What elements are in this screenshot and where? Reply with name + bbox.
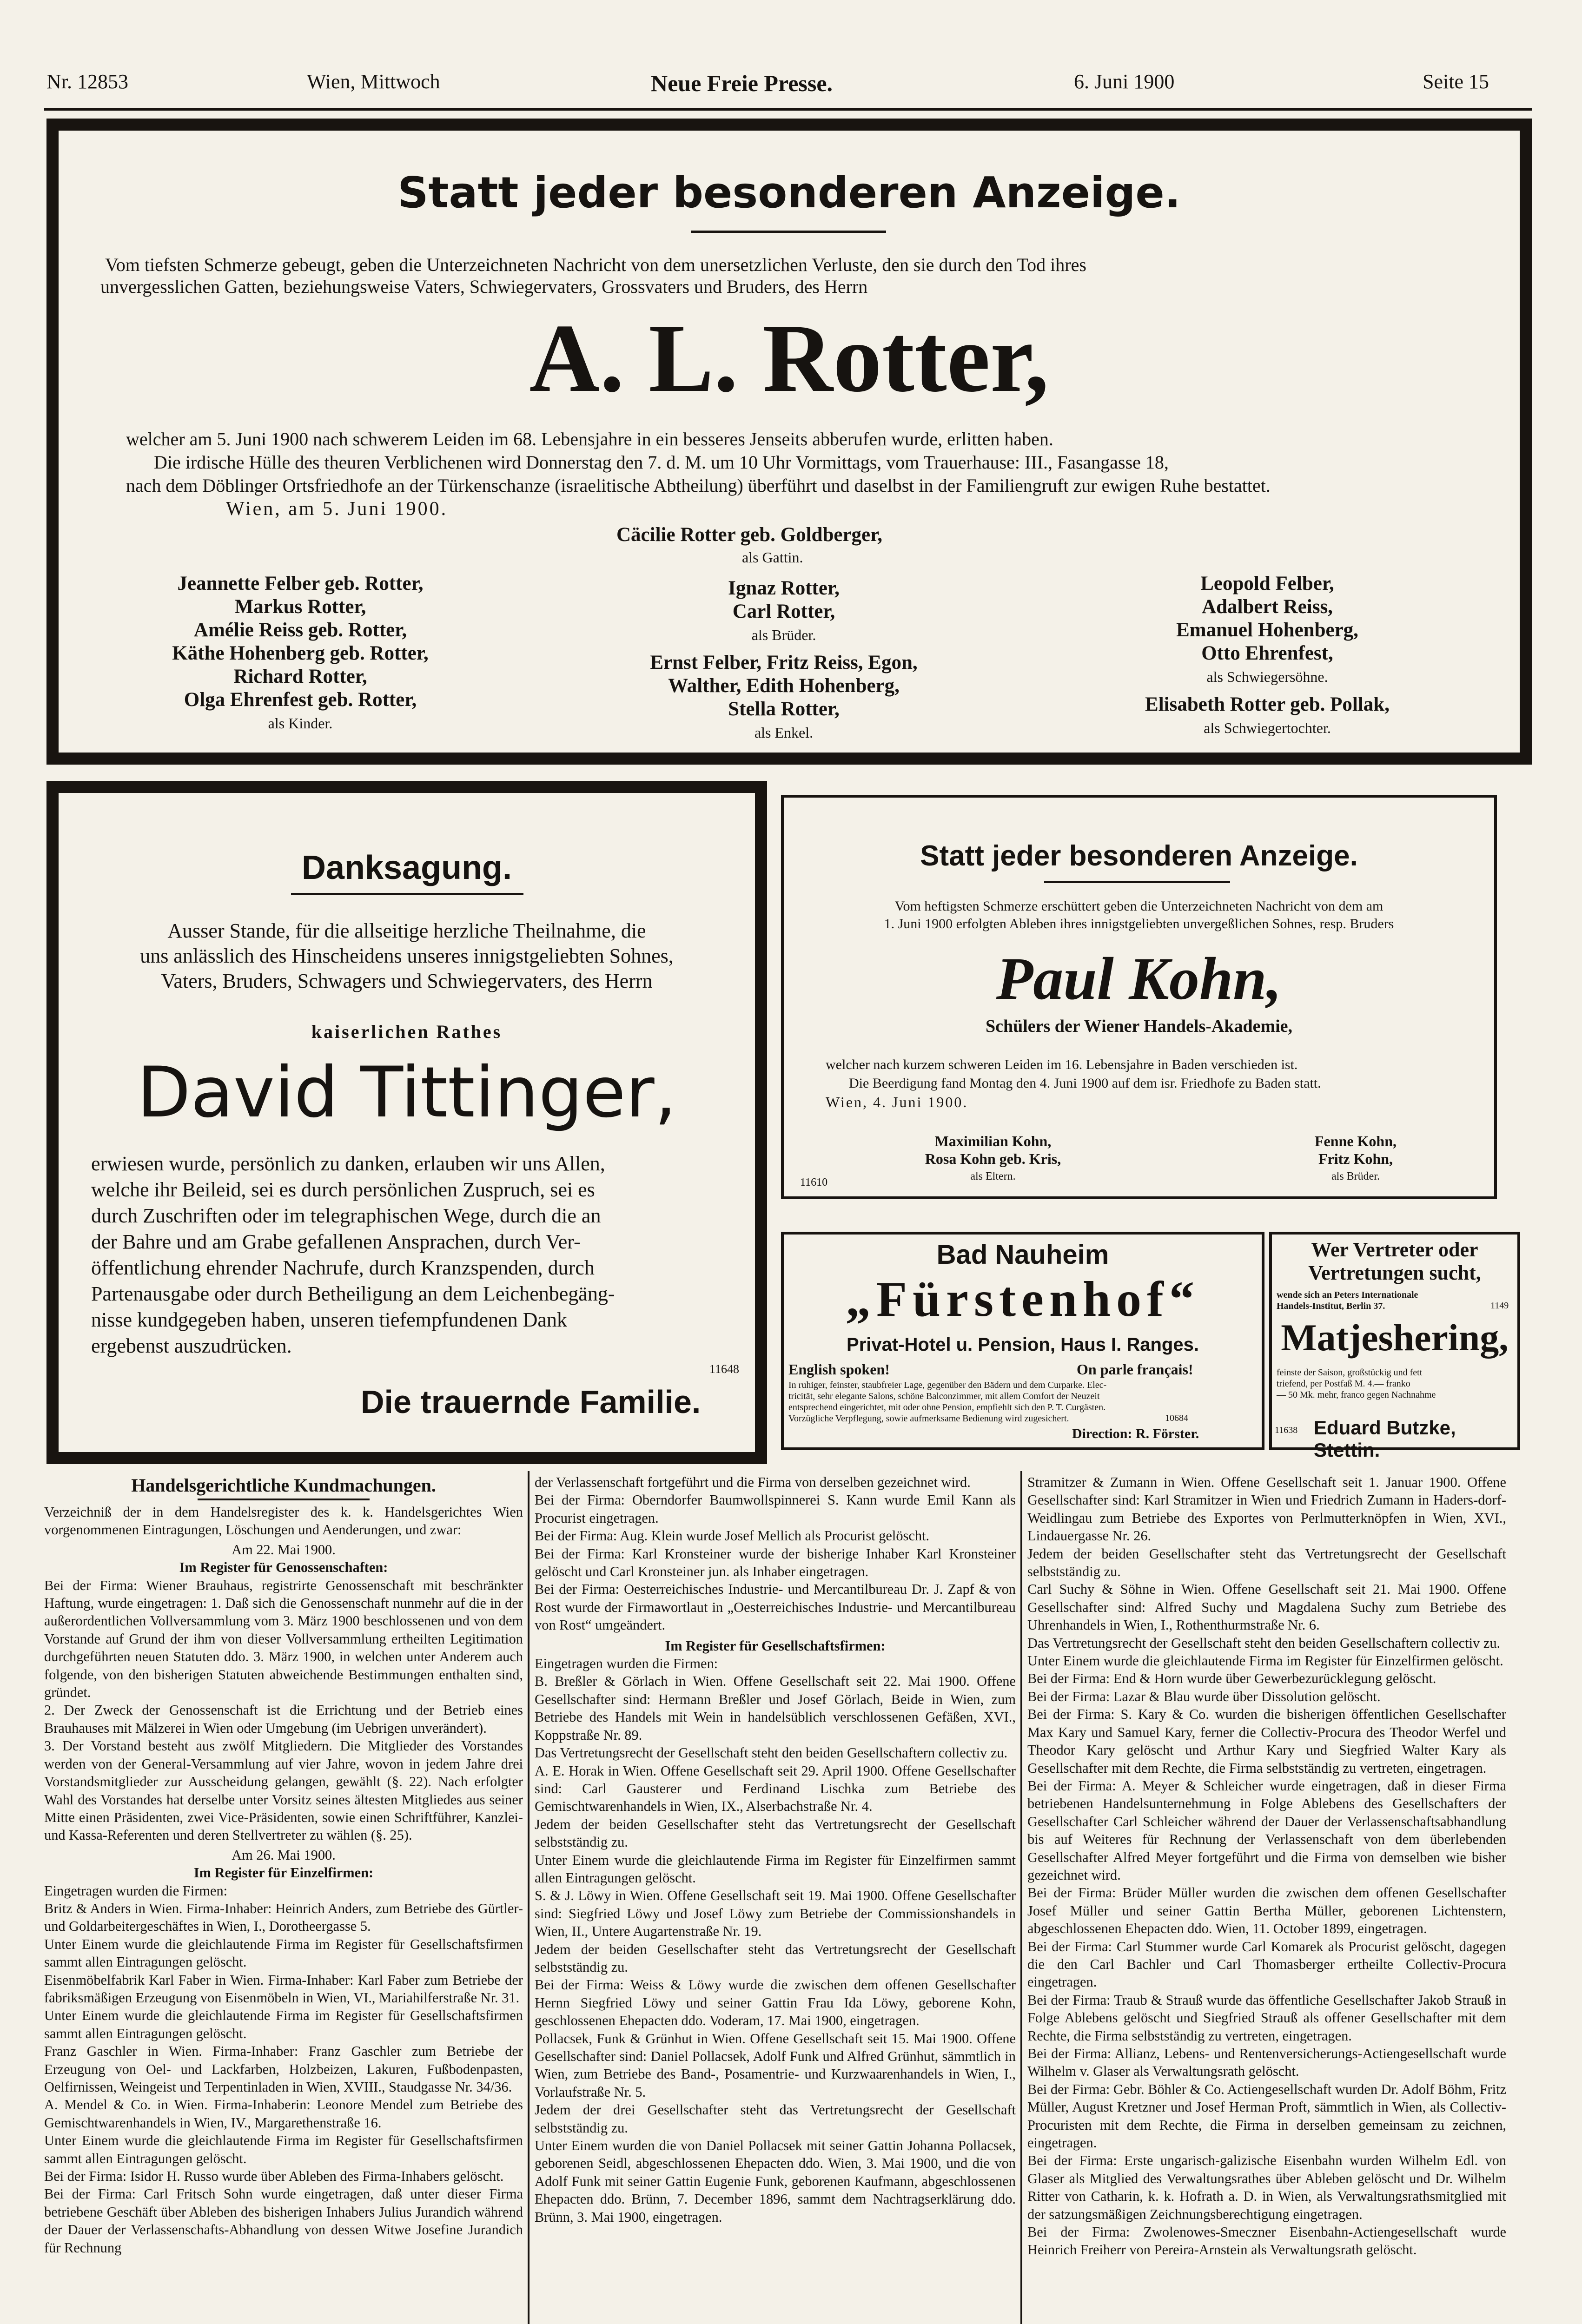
tittinger-para1 — [68, 918, 746, 994]
column-2-section: Im Register für Gesellschaftsfirmen: — [665, 1637, 886, 1654]
kohn-obituary — [781, 795, 1497, 1199]
column-3-paragraph: Das Vertretungsrecht der Gesellschaft steht den beiden Gesellschaftern collectiv zu. — [1027, 1635, 1501, 1651]
kohn-intro — [793, 898, 1485, 933]
kohn-line: welcher nach kurzem schweren Leiden im 16. Lebensjahre in Baden verschieden ist. — [826, 1057, 1298, 1072]
column-1-paragraph: Eingetragen wurden die Firmen: — [44, 1882, 228, 1899]
column-1 — [44, 1473, 523, 2257]
column-1-section: Im Register für Einzelfirmen: — [193, 1865, 374, 1881]
column-2-paragraph: Unter Einem wurde die gleichlautende Firma im Register für Einzelfirmen sammt allen Eintragungen gelöscht. — [535, 1852, 1016, 1886]
column-divider — [528, 1471, 530, 2324]
tittinger-line: Partenausgabe oder durch Betheiligung an dem Leichenbegäng- — [91, 1282, 615, 1305]
rotter-child: Käthe Hohenberg geb. Rotter, — [172, 642, 429, 664]
rotter-text-line2: Die irdische Hülle des theuren Verblichenen wird Donnerstag den 7. d. M. um 10 Uhr Vormittags, vom Trauerhause: III., Fasangasse 18, — [154, 452, 1169, 473]
kohn-name: Paul Kohn, — [996, 945, 1282, 1012]
fuerstenhof-french: On parle français! — [1077, 1361, 1193, 1378]
column-2-paragraph: Eingetragen wurden die Firmen: — [535, 1656, 718, 1672]
column-3-paragraph: Bei der Firma: S. Kary & Co. wurden die bisherigen öffentlichen Gesellschafter Max Kary und Samuel Kary, ferner die Collectiv-Procura des Theodor Werfel und Theodor Kary gelöscht und Arthur Kary und Siegfried Walter Kary als Gesellschafter mit dem Rechte, die Firma selbstständig zu vertreten, eingetragen. — [1027, 1706, 1506, 1776]
fuerstenhof-number: 10684 — [1165, 1413, 1188, 1423]
butzke-product: Matjeshering, — [1281, 1316, 1509, 1359]
tittinger-line: Ausser Stande, für die allseitige herzliche Theilnahme, die — [167, 919, 646, 942]
fuerstenhof-english: English spoken! — [788, 1361, 890, 1378]
column-1-paragraph: Unter Einem wurde die gleichlautende Firma im Register für Gesellschaftsfirmen sammt allen Eintragungen gelöscht. — [44, 2007, 523, 2041]
fuerstenhof-line: Vorzügliche Verpflegung, sowie aufmerksame Bedienung wird zugesichert. — [788, 1413, 1069, 1424]
rotter-child: Markus Rotter, — [234, 596, 366, 618]
column-1-paragraph: 2. Der Zweck der Genossenschaft ist die Errichtung und der Betrieb eines Brauhauses mit Mälzerei in Wien oder Umgebung (im Uebrigen unverändert). — [44, 1702, 523, 1736]
rotter-child: Jeannette Felber geb. Rotter, — [177, 573, 424, 594]
butzke-ad-num: 1149 — [1490, 1301, 1509, 1311]
column-3-paragraph: Bei der Firma: Zwolenowes-Smeczner Eisenbahn-Actiengesellschaft wurde Heinrich Freiherr von Pereira-Arnstein als Verwaltungsrath gelöscht. — [1027, 2224, 1506, 2258]
rotter-grandchild: Walther, Edith Hohenberg, — [668, 675, 900, 697]
column-2-paragraph: Bei der Firma: Oberndorfer Baumwollspinnerei S. Kann wurde Emil Kann als Procurist eingetragen. — [535, 1492, 1016, 1526]
column-2-paragraph: A. E. Horak in Wien. Offene Gesellschaft seit 29. April 1900. Offene Gesellschafter sind: Carl Gausterer und Ferdinand Lischka zum Betriebe des Gemischtwarenhandels in Wien, IX., Alserbachstraße Nr. 4. — [535, 1763, 1016, 1815]
column-3-paragraph: Bei der Firma: A. Meyer & Schleicher wurde eingetragen, daß in dieser Firma betriebenen Handelsunternehmung in Folge Ablebens des Gesellschafters der Gesellschafter Carl Schleicher während der Dauer der Verlassenschaftsabhandlung bis auf Weiteres für Rechnung der Verlassenschaft von dem überlebenden Gesellschafter Alfred Meyer fortgeführt und die Firma von demselben wie bisher gezeichnet wird. — [1027, 1777, 1506, 1883]
rotter-grandchild: Ernst Felber, Fritz Reiss, Egon, — [650, 652, 918, 673]
fuerstenhof-town: Bad Nauheim — [936, 1240, 1109, 1270]
tittinger-line: nisse kundgegeben haben, unseren tiefempfundenen Dank — [91, 1308, 567, 1331]
rotter-intro-line2: unvergesslichen Gatten, beziehungsweise Vaters, Schwiegervaters, Grossvaters und Bruders, des Herrn — [100, 276, 868, 297]
column-2-paragraph: der Verlassenschaft fortgeführt und die Firma von derselben gezeichnet wird. — [535, 1474, 971, 1490]
butzke-signature: Eduard Butzke, Stettin. — [1314, 1417, 1456, 1461]
tittinger-line: erwiesen wurde, persönlich zu danken, erlauben wir uns Allen, — [91, 1152, 605, 1175]
butzke-line: feinste der Saison, großstückig und fett — [1277, 1367, 1423, 1378]
column-3-paragraph: Jedem der beiden Gesellschafter steht das Vertretungsrecht der Gesellschaft selbstständig zu. — [1027, 1545, 1506, 1580]
fuerstenhof-line: In ruhiger, feinster, staubfreier Lage, gegenüber den Bädern und dem Curparke. Elec- — [788, 1380, 1107, 1390]
butzke-line: Wer Vertreter oder — [1311, 1238, 1478, 1261]
rotter-son-in-law: Otto Ehrenfest, — [1201, 642, 1333, 664]
butzke-line: Handels-Institut, Berlin 37. — [1277, 1301, 1385, 1311]
tittinger-line: der Bahre und am Grabe gefallenen Ansprachen, durch Ver- — [91, 1230, 581, 1253]
column-1-paragraph: Bei der Firma: Carl Fritsch Sohn wurde eingetragen, daß unter dieser Firma betriebene Geschäft über Ableben des bisherigen Inhabers Julius Jurandich während der Dauer der Verlassenschafts-Abhandlung von dessen Witwe Josefine Jurandich für Rechnung — [44, 2186, 523, 2256]
tittinger-title: kaiserlichen Rathes — [311, 1021, 503, 1042]
rotter-son-in-law: Leopold Felber, — [1200, 573, 1334, 594]
rotter-child: Richard Rotter, — [233, 666, 367, 687]
kohn-parents-role: als Eltern. — [970, 1170, 1016, 1182]
kohn-line: Die Beerdigung fand Montag den 4. Juni 1900 auf dem isr. Friedhofe zu Baden statt. — [849, 1076, 1321, 1091]
column-3-paragraph: Unter Einem wurde die gleichlautende Firma im Register für Einzelfirmen gelöscht. — [1027, 1653, 1503, 1669]
kohn-brother: Fenne Kohn, — [1314, 1133, 1397, 1149]
kohn-brother: Fritz Kohn, — [1318, 1150, 1393, 1167]
column-1-paragraph: A. Mendel & Co. in Wien. Firma-Inhaberin: Leonore Mendel zum Betriebe des Gemischtwarenhandels in Wien, IV., Margarethenstraße 16. — [44, 2097, 523, 2131]
rotter-widow: Cäcilie Rotter geb. Goldberger, — [616, 524, 883, 546]
kohn-ad-number: 11610 — [800, 1176, 828, 1188]
column-1-paragraph: Franz Gaschler in Wien. Firma-Inhaber: Franz Gaschler zum Betriebe der Erzeugung von Oel- und Lackfarben, Holzbeizen, Lakuren, Fußbodenpasten, Oelfirnissen, Weingeist und Terpentinladen in Wien, XVIII., Staudgasse Nr. 34/36. — [44, 2043, 523, 2095]
rotter-son-in-law: Adalbert Reiss, — [1202, 596, 1333, 618]
fuerstenhof-body — [788, 1380, 1106, 1424]
masthead-place-day: Wien, Mittwoch — [307, 70, 440, 93]
rotter-heading: Statt jeder besonderen Anzeige. — [397, 168, 1181, 218]
column-3-paragraph: Carl Suchy & Söhne in Wien. Offene Gesellschaft seit 21. Mai 1900. Offene Gesellschafter sind: Alfred Suchy und Magdalena Suchy zum Betriebe des Uhrenhandels in Wien, I., Rothenthurmstraße Nr. 6. — [1027, 1581, 1506, 1633]
kohn-line: 1. Juni 1900 erfolgten Ableben ihres innigstgeliebten unvergeßlichen Sohnes, resp. Bruders — [884, 916, 1394, 931]
fuerstenhof-line: entsprechend eingerichtet, mit oder ohne Pension, empfiehlt sich den P. T. Curgästen. — [788, 1402, 1106, 1413]
rotter-daughter-in-law-role: als Schwiegertochter. — [1204, 720, 1331, 736]
tittinger-line: ergebenst auszudrücken. — [91, 1334, 292, 1357]
tittinger-para2 — [91, 1151, 723, 1359]
column-1-intro: Verzeichniß der in dem Handelsregister des k. k. Handelsgerichtes Wien vorgenommenen Eintragungen, Löschungen und Aenderungen, und zwar: — [44, 1504, 523, 1538]
rotter-name: A. L. Rotter, — [529, 304, 1049, 412]
tittinger-heading-rule — [291, 893, 523, 895]
column-3-paragraph: Bei der Firma: Erste ungarisch-galizische Eisenbahn wurden Wilhelm Edl. von Glaser als Mitglied des Verwaltungsrathes über Ableben gelöscht und Dr. Wilhelm Ritter von Catharin, k. k. Hofrath a. D. in Wien, als Verwaltungsrathsmitglied mit der satzungsmäßigen Zeichnungsberechtigung eingetragen. — [1027, 2152, 1506, 2222]
tittinger-heading: Danksagung. — [301, 849, 512, 886]
butzke-headline — [1272, 1238, 1517, 1285]
tittinger-signature: Die trauernde Familie. — [361, 1384, 701, 1420]
rotter-child: Amélie Reiss geb. Rotter, — [193, 619, 407, 641]
masthead-rule — [44, 108, 1532, 111]
kohn-brothers — [1249, 1132, 1463, 1185]
column-2 — [535, 1473, 1016, 2226]
column-1-paragraph: Unter Einem wurde die gleichlautende Firma im Register für Gesellschaftsfirmen sammt allen Eintragungen gelöscht. — [44, 2133, 523, 2166]
column-3 — [1027, 1473, 1506, 2259]
kohn-dateline: Wien, 4. Juni 1900. — [826, 1094, 968, 1110]
tittinger-line: Vaters, Bruders, Schwagers und Schwiegervaters, des Herrn — [161, 970, 653, 992]
kohn-parent: Rosa Kohn geb. Kris, — [925, 1150, 1061, 1167]
butzke-line: triefend, per Postfaß M. 4.— franko — [1277, 1379, 1410, 1389]
rotter-brothers — [598, 577, 970, 744]
kohn-text — [826, 1056, 1321, 1111]
column-2-paragraph: Jedem der drei Gesellschafter steht das Vertretungsrecht der Gesellschaft selbstständig zu. — [535, 2102, 1016, 2136]
tittinger-line: welche ihr Beileid, sei es durch persönlichen Zuspruch, sei es — [91, 1178, 595, 1201]
butzke-ad — [1269, 1232, 1520, 1461]
tittinger-thanks — [46, 781, 767, 1464]
column-1-title: Handelsgerichtliche Kundmachungen. — [131, 1475, 436, 1496]
column-3-paragraph: Bei der Firma: Traub & Strauß wurde das öffentliche Gesellschafter Jakob Strauß in Folge Ablebens gelöscht und Siegfried Strauß als offener Gesellschafter mit dem Rechte, die Firma selbstständig zu vertreten, eingetragen. — [1027, 1992, 1506, 2044]
column-1-date: Am 22. Mai 1900. — [232, 1541, 336, 1558]
column-1-title-rule — [198, 1499, 370, 1500]
rotter-children-role: als Kinder. — [268, 715, 333, 732]
column-1-paragraph: 3. Der Vorstand besteht aus zwölf Mitgliedern. Die Mitglieder des Vorstandes werden von der General-Versammlung auf vier Jahre, wovon in jedem Jahre drei Vorstandsmitglieder zur Ausscheidung gelangen, gewählt (§. 22). Nach erfolgter Wahl des Vorstandes hat derselbe unter Vorsitz seines ältesten Mitgliedes aus seiner Mitte einen Präsidenten, zwei Vice-Präsidenten, sowie einen Schriftführer, Kanzlei- und Kassa-Referenten und deren Stellvertreter zu wählen (§. 25). — [44, 1738, 523, 1843]
column-3-paragraph: Bei der Firma: Carl Stummer wurde Carl Komarek als Procurist gelöscht, dagegen die den Carl Bachler und Carl Thomasberger ertheilte Collectiv-Procura eingetragen. — [1027, 1938, 1506, 1990]
butzke-line: Vertretungen sucht, — [1308, 1261, 1481, 1284]
column-2-paragraph: Unter Einem wurden die von Daniel Pollacsek mit seiner Gattin Johanna Pollacsek, geborenen Seidl, abgeschlossenen Ehepacten ddo. Wien, 3. Mai 1900, und die von Adolf Funk mit seiner Gattin Eugenie Funk, geborenen Kaufmann, abgeschlossenen Ehepacten ddo. Brünn, 7. December 1896, sammt dem Nachtragserklärung ddo. Brünn, 3. Mai 1900, eingetragen. — [535, 2138, 1016, 2225]
column-2-paragraph: Pollacsek, Funk & Grünhut in Wien. Offene Gesellschaft seit 15. Mai 1900. Offene Gesellschafter sind: Daniel Pollacsek, Adolf Funk und Alfred Grünhut, sämmtlich in Wien, zum Betriebe des Band-, Posamentrie- und Kurzwaarenhandels in Wien, I., Vorlaufstraße Nr. 5. — [535, 2030, 1016, 2100]
column-2-paragraph: Bei der Firma: Aug. Klein wurde Josef Mellich als Procurist gelöscht. — [535, 1528, 930, 1544]
tittinger-line: öffentlichung ehrender Nachrufe, durch Kranzspenden, durch — [91, 1256, 595, 1279]
tittinger-name: David Tittinger, — [137, 1052, 677, 1133]
tittinger-line: uns anlässlich des Hinscheidens unseres innigstgeliebten Sohnes, — [140, 944, 674, 967]
masthead-date: 6. Juni 1900 — [1074, 70, 1175, 93]
kohn-brothers-role: als Brüder. — [1331, 1170, 1380, 1182]
rotter-child: Olga Ehrenfest geb. Rotter, — [184, 689, 417, 711]
issue-number: Nr. 12853 — [46, 70, 128, 93]
column-2-paragraph: Jedem der beiden Gesellschafter steht das Vertretungsrecht der Gesellschaft selbstständig zu. — [535, 1941, 1016, 1975]
tittinger-line: durch Zuschriften oder im telegraphischen Wege, durch die an — [91, 1204, 601, 1227]
fuerstenhof-name: „Fürstenhof“ — [846, 1272, 1200, 1327]
fuerstenhof-director: Direction: R. Förster. — [1072, 1426, 1199, 1441]
rotter-widow-role: als Gattin. — [742, 549, 803, 566]
column-3-paragraph: Stramitzer & Zumann in Wien. Offene Gesellschaft seit 1. Januar 1900. Offene Gesellschafter sind: Karl Stramitzer in Wien und Friedrich Zumann in Haders-dorf-Weidlingau zum Betriebe des Exportes von Perlmutterknöpfen in Wien, XVI., Lindauergasse Nr. 26. — [1027, 1474, 1506, 1544]
column-2-paragraph: Bei der Firma: Weiss & Löwy wurde die zwischen dem offenen Gesellschafter Hernn Siegfried Löwy und seiner Gattin Frau Ida Löwy, geborene Kohn, geschlossenen Ehepacten ddo. Voderam, 17. Mai 1900, eingetragen. — [535, 1977, 1016, 2029]
column-2-paragraph: Das Vertretungsrecht der Gesellschaft steht den beiden Gesellschaftern collectiv zu. — [535, 1745, 1008, 1761]
rotter-brother: Carl Rotter, — [732, 601, 835, 622]
butzke-line: wende sich an Peters Internationale — [1277, 1290, 1418, 1300]
tittinger-ad-number: 11648 — [709, 1362, 740, 1376]
kohn-line: Vom heftigsten Schmerze erschüttert geben die Unterzeichneten Nachricht von dem am — [894, 898, 1383, 914]
column-3-paragraph: Bei der Firma: Gebr. Böhler & Co. Actiengesellschaft wurden Dr. Adolf Böhm, Fritz Müller, August Kretzner und Josef Herman Proft, sämmtlich in Wien, als Collectiv-Procuristen mit dem Rechte, die Firma in derselben gemeinsam zu zeichnen, eingetragen. — [1027, 2081, 1506, 2151]
column-2-paragraph: Jedem der beiden Gesellschafter steht das Vertretungsrecht der Gesellschaft selbstständig zu. — [535, 1816, 1016, 1850]
butzke-text — [1277, 1367, 1436, 1400]
fuerstenhof-subtitle: Privat-Hotel u. Pension, Haus I. Ranges. — [847, 1334, 1199, 1355]
kohn-heading-rule — [1044, 881, 1230, 883]
column-1-paragraph: Bei der Firma: Isidor H. Russo wurde über Ableben des Firma-Inhabers gelöscht. — [44, 2168, 504, 2185]
page-number: Seite 15 — [1423, 70, 1489, 93]
column-1-section: Im Register für Genossenschaften: — [179, 1559, 388, 1576]
rotter-son-in-law: Emanuel Hohenberg, — [1176, 619, 1358, 641]
rotter-grandchildren-role: als Enkel. — [754, 724, 814, 741]
column-divider — [1020, 1471, 1022, 2324]
column-2-paragraph: Bei der Firma: Karl Kronsteiner wurde der bisherige Inhaber Karl Kronsteiner gelöscht und Carl Kronsteiner jun. als Inhaber eingetragen. — [535, 1545, 1016, 1580]
column-2-paragraph: Bei der Firma: Oesterreichisches Industrie- und Mercantilbureau Dr. J. Zapf & von Rost wurde der Firmawortlaut in „Oesterreichisches Industrie- und Mercantilbureau von Rost“ umgeändert. — [535, 1581, 1016, 1633]
kohn-parent: Maximilian Kohn, — [934, 1133, 1052, 1149]
column-3-paragraph: Bei der Firma: End & Horn wurde über Gewerbezurücklegung gelöscht. — [1027, 1670, 1436, 1687]
column-2-paragraph: S. & J. Löwy in Wien. Offene Gesellschaft seit 19. Mai 1900. Offene Gesellschafter sind: Siegfried Löwy und Josef Löwy zum Betriebe der Commissionshandels in Wien, II., Untere Augartenstraße Nr. 19. — [535, 1888, 1016, 1940]
rotter-intro-line1: Vom tiefsten Schmerze gebeugt, geben die Unterzeichneten Nachricht von dem unersetzlichen Verluste, den sie durch den Tod ihres — [105, 254, 1086, 275]
rotter-text-line1: welcher am 5. Juni 1900 nach schwerem Leiden im 68. Lebensjahre in ein besseres Jenseits abberufen wurde, erlitten haben. — [126, 429, 1053, 449]
rotter-children — [124, 572, 477, 735]
butzke-line: — 50 Mk. mehr, franco gegen Nachnahme — [1277, 1390, 1436, 1400]
column-1-paragraph: Bei der Firma: Wiener Brauhaus, registrirte Genossenschaft mit beschränkter Haftung, wurde eingetragen: 1. Daß sich die Genossenschaft nunmehr auf die in der außerordentlichen Vollversammlung vom 3. März 1900 beschlossenen und von dem Vorstande auf Grund der ihm von dieser Vollversammlung ertheilten Legitimation durchgeführten neuen Statuten ddo. 3. März 1900, in welchen unter Anderem auch folgende, von den bisherigen Statuten abweichende Bestimmungen enthalten sind, gründet. — [44, 1577, 523, 1701]
rotter-heading-rule — [691, 231, 886, 233]
rotter-grandchild: Stella Rotter, — [728, 698, 840, 720]
kohn-subtitle: Schülers der Wiener Handels-Akademie, — [985, 1017, 1293, 1036]
column-1-paragraph: Britz & Anders in Wien. Firma-Inhaber: Heinrich Anders, zum Betriebe des Gürtler- und Goldarbeitergeschäftes in Wien, I., Dorotheergasse 5. — [44, 1900, 523, 1934]
kohn-heading: Statt jeder besonderen Anzeige. — [920, 840, 1358, 872]
rotter-brother: Ignaz Rotter, — [728, 577, 840, 599]
rotter-text-line3: nach dem Döblinger Ortsfriedhofe an der Türkenschanze (israelitische Abtheilung) überführt und daselbst in der Familiengruft zur ewigen Ruhe bestattet. — [126, 475, 1271, 496]
column-3-paragraph: Bei der Firma: Allianz, Lebens- und Rentenversicherungs-Actiengesellschaft wurde Wilhelm v. Glaser als Verwaltungsrath gelöscht. — [1027, 2046, 1506, 2080]
rotter-brothers-role: als Brüder. — [751, 627, 816, 643]
fuerstenhof-line: tricität, sehr elegante Salons, schöne Balconzimmer, mit allem Comfort der Neuzeit — [788, 1391, 1100, 1401]
fuerstenhof-ad — [781, 1232, 1264, 1450]
rotter-obituary — [46, 119, 1532, 765]
column-1-date: Am 26. Mai 1900. — [232, 1847, 336, 1863]
butzke-sub — [1277, 1289, 1418, 1312]
butzke-number: 11638 — [1275, 1425, 1298, 1435]
column-3-paragraph: Bei der Firma: Brüder Müller wurden die zwischen dem offenen Gesellschafter Josef Müller und seiner Gattin Bertha Müller, geborenen Lichtenstern, abgeschlossenen Ehepacten ddo. Wien, 11. October 1899, eingetragen. — [1027, 1885, 1506, 1937]
masthead-title: Neue Freie Presse. — [651, 70, 833, 96]
rotter-daughter-in-law: Elisabeth Rotter geb. Pollak, — [1145, 693, 1390, 715]
column-1-paragraph: Eisenmöbelfabrik Karl Faber in Wien. Firma-Inhaber: Karl Faber zum Betriebe der fabriksmäßigen Erzeugung von Eisenmöbeln in Wien, VI., Mariahilferstraße Nr. 31. — [44, 1972, 523, 2006]
rotter-dateline: Wien, am 5. Juni 1900. — [226, 498, 448, 520]
column-1-paragraph: Unter Einem wurde die gleichlautende Firma im Register für Gesellschaftsfirmen sammt allen Eintragungen gelöscht. — [44, 1936, 523, 1970]
rotter-sons-in-law — [1081, 572, 1453, 739]
column-3-paragraph: Bei der Firma: Lazar & Blau wurde über Dissolution gelöscht. — [1027, 1688, 1381, 1704]
kohn-parents — [830, 1132, 1156, 1185]
column-2-paragraph: B. Breßler & Görlach in Wien. Offene Gesellschaft seit 22. Mai 1900. Offene Gesellschafter sind: Hermann Breßler und Josef Görlach, Beide in Wien, zum Betriebe des Handels mit Wein in handelsüblich verschlossenen Gefäßen, XVI., Koppstraße Nr. 89. — [535, 1673, 1016, 1743]
rotter-sons-in-law-role: als Schwiegersöhne. — [1206, 668, 1328, 685]
